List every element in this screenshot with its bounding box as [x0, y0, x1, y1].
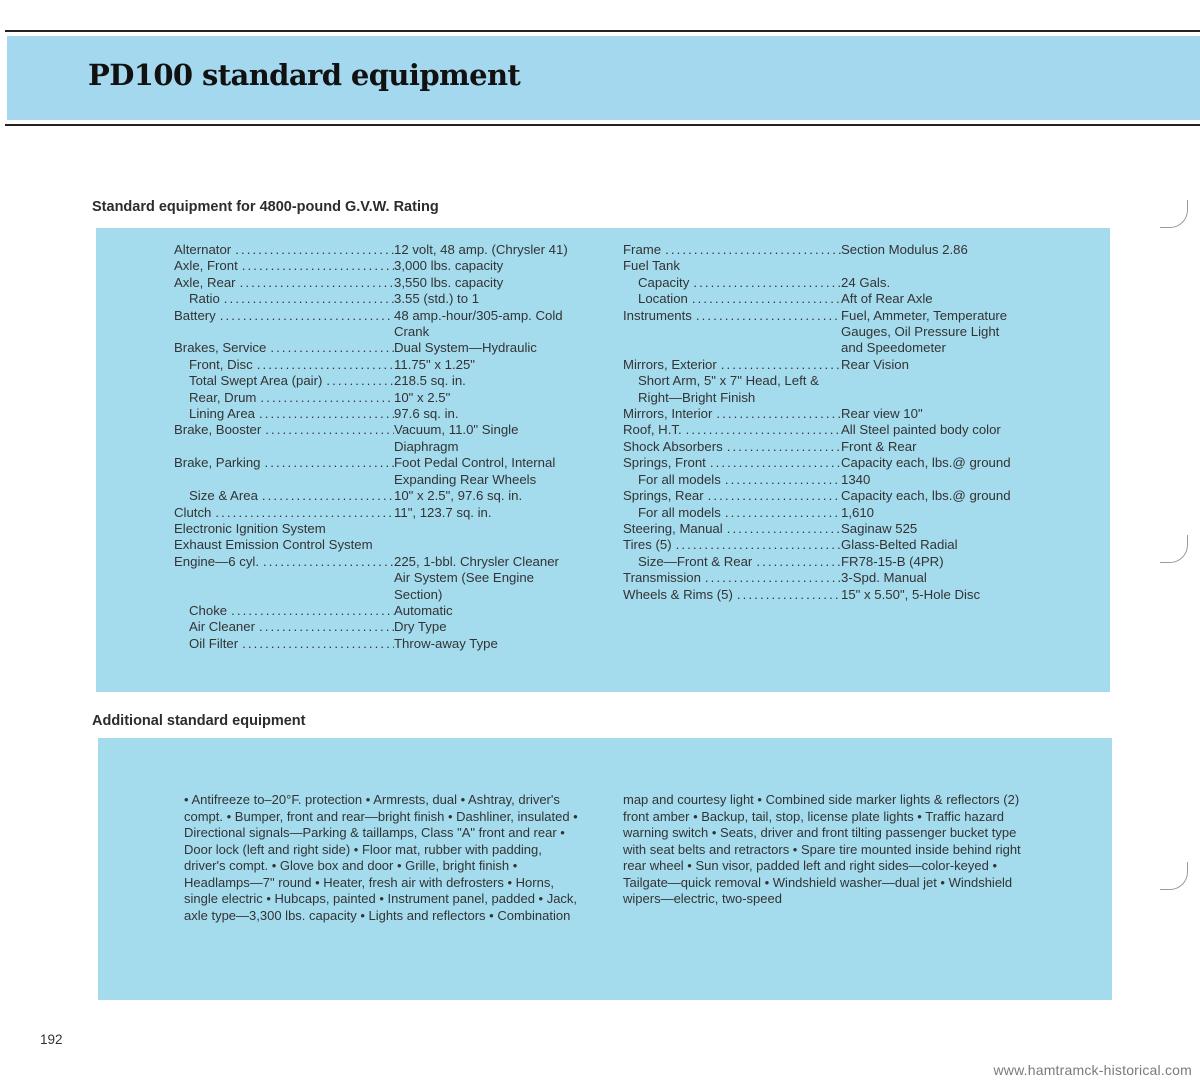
binder-hole-top	[1160, 200, 1188, 228]
leader-dots	[255, 619, 394, 635]
spec-row	[623, 357, 1023, 373]
leader-dots	[717, 357, 841, 373]
spec-label: Short Arm, 5" x 7" Head, Left & Right—Bright Finish	[638, 373, 819, 405]
spec-label: Wheels & Rims (5)	[623, 586, 733, 602]
spec-label: Fuel Tank	[623, 258, 680, 274]
leader-dots	[721, 472, 841, 488]
spec-row	[174, 340, 574, 356]
spec-value: 10" x 2.5", 97.6 sq. in.	[394, 488, 523, 504]
spec-label: Frame	[623, 242, 662, 257]
leader-dots	[231, 242, 394, 258]
spec-label: Mirrors, Exterior	[623, 356, 717, 372]
spec-label: Oil Filter	[189, 635, 239, 651]
spec-value: 3,550 lbs. capacity	[394, 274, 504, 290]
leader-dots	[238, 258, 394, 274]
spec-value: 48 amp.-hour/305-amp. Cold Crank	[394, 307, 563, 340]
spec-row	[174, 308, 574, 341]
leader-dots	[220, 291, 394, 307]
spec-label: Axle, Front	[174, 258, 238, 274]
leader-dots	[689, 275, 841, 291]
standard-equipment-heading: Standard equipment for 4800-pound G.V.W. Rating	[92, 199, 439, 215]
spec-row	[623, 537, 1023, 553]
spec-row	[174, 258, 574, 274]
spec-value: Throw-away Type	[394, 635, 498, 651]
leader-dots	[211, 505, 394, 521]
top-rule	[5, 30, 1200, 32]
leader-dots	[256, 390, 394, 406]
spec-column-right	[623, 242, 1023, 603]
spec-label: Transmission	[623, 570, 701, 586]
leader-dots	[752, 554, 841, 570]
leader-dots	[682, 422, 841, 438]
leader-dots	[701, 570, 841, 586]
spec-label: Alternator	[174, 242, 232, 257]
leader-dots	[261, 455, 395, 471]
spec-column-left	[174, 242, 574, 652]
spec-label: Mirrors, Interior	[623, 406, 713, 422]
spec-label: Lining Area	[189, 406, 255, 422]
spec-label: Size—Front & Rear	[638, 553, 753, 569]
spec-row	[174, 521, 574, 537]
spec-row	[174, 422, 574, 455]
spec-row	[623, 242, 1023, 258]
spec-row	[174, 603, 574, 619]
spec-value: Foot Pedal Control, Internal Expanding Rear Wheels	[394, 455, 556, 487]
spec-row	[623, 488, 1023, 504]
spec-label: Clutch	[174, 504, 212, 520]
spec-row	[623, 505, 1023, 521]
leader-dots	[706, 455, 841, 471]
additional-equipment-text-left: • Antifreeze to–20°F. protection • Armrests, dual • Ashtray, driver's compt. • Bumper, front and rear—bright finish • Dashliner, insulated • Directional signals—Parking & taillamps, Class "A" front and rear • Door lock (left and right side) • Floor mat, rubber with padding, driver's compt. • Glove box and door • Grille, bright finish • Headlamps—7" round • Heater, fresh air with defrosters • Horns, single electric • Hubcaps, painted • Instrument panel, padded • Jack, axle type—3,300 lbs. capacity • Lights and reflectors • Combination	[184, 792, 578, 923]
spec-value: 1340	[841, 471, 871, 487]
spec-label: Battery	[174, 307, 216, 323]
spec-label: Choke	[189, 602, 228, 618]
spec-label: Axle, Rear	[174, 274, 236, 290]
spec-row	[623, 308, 1023, 357]
spec-value: 218.5 sq. in.	[394, 373, 466, 389]
spec-row	[174, 619, 574, 635]
spec-row	[623, 472, 1023, 488]
leader-dots	[723, 521, 841, 537]
leader-dots	[236, 275, 394, 291]
page-title: PD100 standard equipment	[88, 58, 521, 92]
spec-value: Fuel, Ammeter, Temperature Gauges, Oil Pressure Light and Speedometer	[841, 307, 1008, 356]
spec-value: Section Modulus 2.86	[841, 242, 968, 257]
spec-value: Dry Type	[394, 619, 447, 635]
spec-value: Dual System—Hydraulic	[394, 340, 537, 356]
spec-value: 15" x 5.50", 5-Hole Disc	[841, 586, 981, 602]
leader-dots	[692, 308, 841, 324]
spec-label: Size & Area	[189, 488, 258, 504]
page-number: 192	[40, 1032, 63, 1047]
spec-value: 3.55 (std.) to 1	[394, 291, 480, 307]
spec-value: 11.75" x 1.25"	[394, 356, 475, 372]
leader-dots	[258, 488, 394, 504]
spec-row	[174, 373, 574, 389]
leader-dots	[261, 422, 394, 438]
spec-label: Capacity	[638, 274, 690, 290]
spec-row	[623, 455, 1023, 471]
leader-dots	[266, 340, 394, 356]
spec-row	[623, 275, 1023, 291]
leader-dots	[259, 554, 394, 570]
spec-label: Roof, H.T.	[623, 422, 682, 438]
spec-label: Ratio	[189, 291, 220, 307]
spec-value: Capacity each, lbs.@ ground	[841, 488, 1011, 504]
spec-value: 3-Spd. Manual	[841, 570, 927, 586]
spec-value: FR78-15-B (4PR)	[841, 553, 944, 569]
spec-row	[623, 422, 1023, 438]
spec-row	[174, 537, 574, 553]
spec-label: Electronic Ignition System	[174, 520, 326, 536]
spec-row	[623, 373, 1023, 406]
leader-dots	[723, 439, 841, 455]
spec-row	[174, 505, 574, 521]
spec-value: Capacity each, lbs.@ ground	[841, 455, 1011, 471]
leader-dots	[322, 373, 394, 389]
leader-dots	[238, 636, 394, 652]
spec-value: 24 Gals.	[841, 274, 891, 290]
leader-dots	[255, 406, 394, 422]
spec-value: Rear Vision	[841, 356, 909, 372]
spec-value: 225, 1-bbl. Chrysler Cleaner Air System (See Engine Section)	[394, 553, 559, 602]
spec-label: For all models	[638, 471, 721, 487]
spec-label: Total Swept Area (pair)	[189, 373, 323, 389]
additional-equipment-heading: Additional standard equipment	[92, 713, 306, 729]
spec-row	[174, 357, 574, 373]
spec-row	[623, 291, 1023, 307]
spec-label: Tires (5)	[623, 537, 672, 553]
spec-row	[174, 488, 574, 504]
spec-label: Brake, Booster	[174, 422, 262, 438]
spec-row	[623, 570, 1023, 586]
spec-value: 3,000 lbs. capacity	[394, 258, 504, 274]
spec-label: Rear, Drum	[189, 389, 257, 405]
spec-label: Springs, Rear	[623, 488, 704, 504]
binder-hole-bottom	[1160, 862, 1188, 890]
leader-dots	[688, 291, 841, 307]
spec-label: Brakes, Service	[174, 340, 267, 356]
leader-dots	[721, 505, 841, 521]
spec-label: Exhaust Emission Control System	[174, 537, 373, 553]
spec-value: Front & Rear	[841, 438, 917, 454]
additional-equipment-right	[623, 792, 1028, 908]
additional-equipment-text-right: map and courtesy light • Combined side marker lights & reflectors (2) front amber • Backup, tail, stop, license plate lights • Traffic hazard warning switch • Seats, driver and front tilting passenger bucket type with seat belts and retractors • Spare tire mounted inside behind right rear wheel • Sun visor, padded left and right sides—color-keyed • Tailgate—quick removal • Windshield washer—dual jet • Windshield wipers—electric, two-speed	[623, 792, 1021, 906]
spec-label: Front, Disc	[189, 356, 253, 372]
spec-row	[174, 636, 574, 652]
spec-value: 97.6 sq. in.	[394, 406, 459, 422]
spec-value: 10" x 2.5"	[394, 389, 451, 405]
spec-row	[623, 587, 1023, 603]
spec-value: Glass-Belted Radial	[841, 537, 958, 553]
additional-equipment-left	[184, 792, 584, 924]
spec-label: Brake, Parking	[174, 455, 261, 471]
spec-label: For all models	[638, 504, 721, 520]
leader-dots	[733, 587, 841, 603]
spec-row	[174, 406, 574, 422]
spec-label: Instruments	[623, 307, 692, 323]
spec-value: Vacuum, 11.0" Single Diaphragm	[394, 422, 519, 454]
watermark: www.hamtramck-historical.com	[993, 1062, 1192, 1078]
spec-value: Aft of Rear Axle	[841, 291, 933, 307]
spec-value: All Steel painted body color	[841, 422, 1001, 438]
bottom-rule	[5, 124, 1200, 126]
leader-dots	[712, 406, 841, 422]
spec-value: Saginaw 525	[841, 520, 918, 536]
spec-value: 12 volt, 48 amp. (Chrysler 41)	[394, 242, 568, 257]
spec-row	[623, 554, 1023, 570]
spec-value: 11", 123.7 sq. in.	[394, 504, 492, 520]
leader-dots	[704, 488, 841, 504]
spec-row	[174, 275, 574, 291]
spec-value: Automatic	[394, 602, 453, 618]
spec-label: Steering, Manual	[623, 520, 723, 536]
spec-row	[623, 521, 1023, 537]
spec-label: Engine—6 cyl.	[174, 553, 260, 569]
spec-label: Location	[638, 291, 688, 307]
spec-label: Air Cleaner	[189, 619, 255, 635]
spec-row	[623, 406, 1023, 422]
leader-dots	[672, 537, 841, 553]
leader-dots	[227, 603, 394, 619]
spec-row	[174, 455, 574, 488]
leader-dots	[661, 242, 841, 258]
spec-row	[174, 242, 574, 258]
spec-value: 1,610	[841, 504, 875, 520]
spec-row	[174, 390, 574, 406]
spec-row	[174, 291, 574, 307]
spec-row	[174, 554, 574, 603]
leader-dots	[253, 357, 394, 373]
spec-value: Rear view 10"	[841, 406, 923, 422]
spec-label: Springs, Front	[623, 455, 706, 471]
leader-dots	[216, 308, 394, 324]
spec-label: Shock Absorbers	[623, 438, 723, 454]
binder-hole-middle	[1160, 535, 1188, 563]
spec-row	[623, 439, 1023, 455]
spec-row	[623, 258, 1023, 274]
